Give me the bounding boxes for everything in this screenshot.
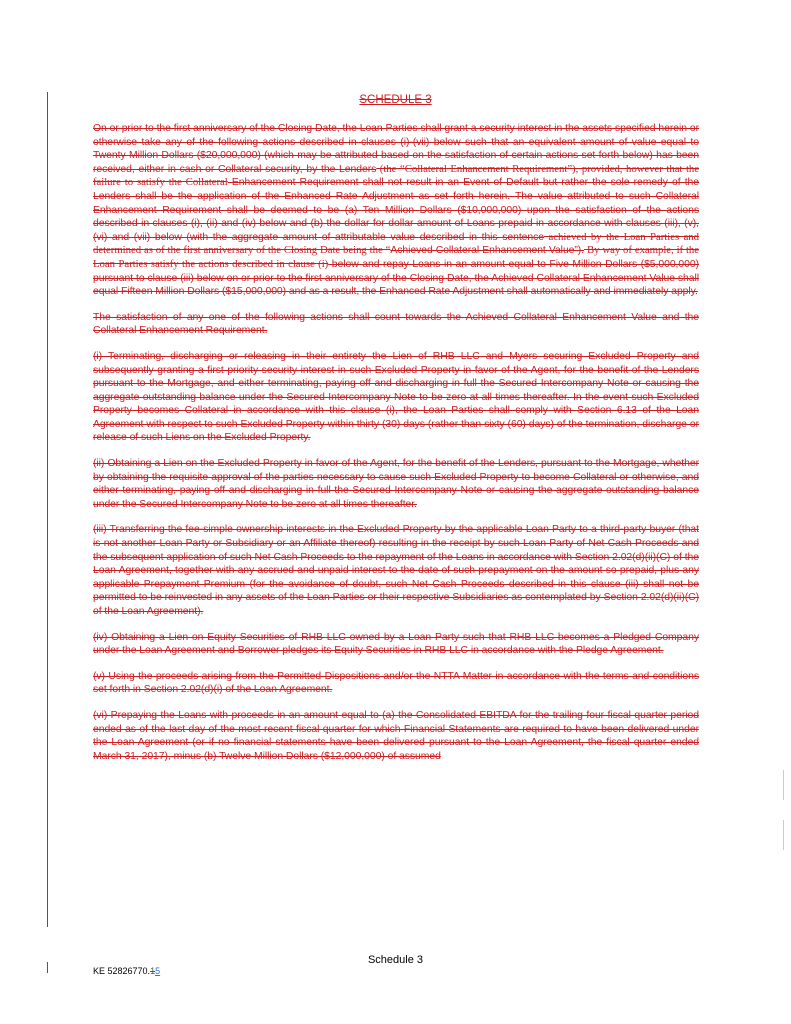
clause-v-paragraph: (v) Using the proceeds arising from the Permitted Dispositions and/or the NTTA Matter in accordance with the terms and conditions set forth in Section 2.02(d)(i) of the Loan Agreement.	[93, 670, 699, 696]
intro-text-serif-3: By way of example, if the Loan Parties satisfy the actions described in clause (i)	[93, 244, 699, 270]
document-body	[93, 122, 699, 775]
clause-i-paragraph: (i) Terminating, discharging or releasing in their entirety the Lien of RHB LLC and Myers securing Excluded Property and subsequently granting a first priority security interest in such Excluded Property in favor of the Agent, for the benefit of the Lenders pursuant to the Mortgage, and either terminating, paying off and discharging in full the Secured Intercompany Note or causing the aggregate outstanding balance under the Secured Intercompany Note to be zero at all times thereafter. In the event such Excluded Property becomes Collateral in accordance with this clause (i), the Loan Parties shall comply with Section 6.13 of the Loan Agreement with respect to such Excluded Property within thirty (30) days (rather than sixty (60) days) of the termination, discharge or release of such Liens on the Excluded Property.	[93, 350, 699, 444]
clause-ii-paragraph: (ii) Obtaining a Lien on the Excluded Property in favor of the Agent, for the benefit of the Lenders, pursuant to the Mortgage, whether by obtaining the requisite approval of the parties necessary to cause such Excluded Property to become Collateral or otherwise, and either terminating, paying off and discharging in full the Secured Intercompany Note or causing the aggregate outstanding balance under the Secured Intercompany Note to be zero at all times thereafter.	[93, 458, 699, 510]
intro-text-serif-1: (the “Collateral Enhancement Requirement”), provided, however that the failure to satisfy the Collateral	[93, 162, 699, 189]
doc-id-inserted: 5	[155, 966, 161, 976]
clause-iii-paragraph: (iii) Transferring the fee-simple ownership interests in the Excluded Property by the applicable Loan Party to a third-party buyer (that is not another Loan Party or Subsidiary or an Affiliate thereof) resulting in the receipt by such Loan Party of Net Cash Proceeds and the subsequent application of such Net Cash Proceeds to the repayment of the Loans in accordance with Section 2.02(d)(ii)(C) of the Loan Agreement, together with any accrued and unpaid interest to the date of such prepayment on the amount so prepaid, plus any applicable Prepayment Premium (for the avoidance of doubt, such Net Cash Proceeds described in this clause (iii) shall not be permitted to be reinvested in any assets of the Loan Parties or their respective Subsidiaries as contemplated by Section 2.02(d)(ii)(C) of the Loan Agreement).	[93, 524, 699, 617]
margin-mark	[783, 820, 784, 850]
page-footer-label: Schedule 3	[367, 954, 424, 966]
intro-text-4: below and repay Loans in an amount equal to Five Million Dollars ($5,000,000) pursuant to clause (iii) below on or prior to the first anniversary of the Closing Date, the Achieved Collateral Enhancement Value shall equal Fifteen Million Dollars ($15,000,000) and as a result, the Enhanced Rate Adjustment shall automatically and immediately apply.	[93, 258, 699, 298]
margin-mark	[783, 770, 784, 800]
clause-vi-paragraph: (vi) Prepaying the Loans with proceeds in an amount equal to (a) the Consolidated EBITDA for the trailing four fiscal quarter period ended as of the last day of the most recent fiscal quarter for which Financial Statements are required to have been delivered under the Loan Agreement (or if no financial statements have been delivered pursuant to the Loan Agreement, the fiscal quarter ended March 31, 2017), minus (b) Twelve Million Dollars ($12,000,000) of assumed	[93, 709, 699, 762]
intro-text-2: Enhancement Requirement shall not result in an Event of Default but rather the sole remedy of the Lenders shall be the application of the Enhanced Rate Adjustment as set forth herein. The value attributed to such Collateral Enhancement Requirement shall be deemed to be (a) Ten Million Dollars ($10,000,000) upon the satisfaction of the actions described in clauses (i), (ii) and (iv) below and (b) the dollar for dollar amount of Loans prepaid in accordance with clauses (iii), (v), (vi) and (vii) below (with the aggregate amount of attributable value described in this sentence	[93, 177, 699, 243]
doc-id-deleted: 1	[150, 966, 156, 976]
intro-paragraph	[93, 122, 699, 299]
schedule-title: SCHEDULE 3	[359, 94, 432, 106]
intro-text-3: Achieved Collateral Enhancement Value”).	[390, 245, 585, 257]
document-id	[93, 966, 160, 976]
clause-iv-paragraph: (iv) Obtaining a Lien on Equity Securities of RHB LLC owned by a Loan Party such that RHB LLC becomes a Pledged Company under the Loan Agreement and Borrower pledges its Equity Securities in RHB LLC in accordance with the Pledge Agreement.	[93, 631, 699, 657]
doc-id-prefix: KE 52826770.	[93, 966, 151, 976]
intro-text-1: On or prior to the first anniversary of the Closing Date, the Loan Parties shall grant a security interest in the assets specified herein or otherwise take any of the following actions described in clauses (i)-(vii) below such that an equivalent amount of value equal to Twenty Million Dollars ($20,000,000) (which may be attributed based on the satisfaction of certain actions set forth below) has been received, either in cash or Collateral security, by the Lenders	[93, 123, 699, 175]
intro-text-serif-2: achieved by the Loan Parties and determined as of the first anniversary of the Closing Date being the “	[93, 230, 700, 257]
change-bar	[47, 92, 48, 927]
satisfaction-paragraph: The satisfaction of any one of the following actions shall count towards the Achieved Collateral Enhancement Value and the Collateral Enhancement Requirement.	[93, 311, 699, 337]
